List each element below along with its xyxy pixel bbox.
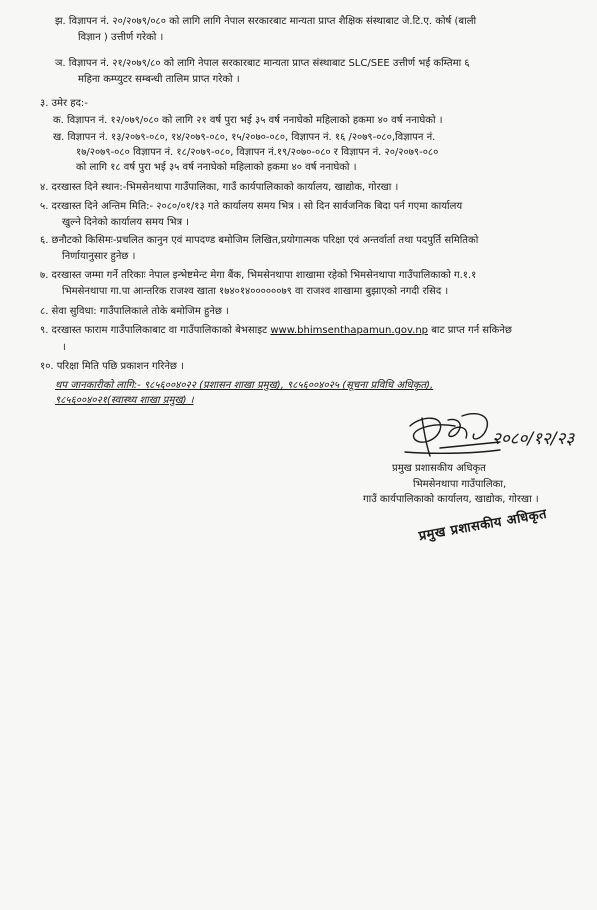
item-kha-line2: १७/२०७९-०८० विज्ञापन नं. १८/२०७९-०८०, विज्ञापन नं.१९/२०७०-०८० र विज्ञापन नं. २०/२०७९-०८० (76, 147, 439, 158)
item-10: १०. परिक्षा मिति पछि प्रकाशन गरिनेछ । (40, 361, 184, 372)
item-9-end: । (62, 342, 66, 353)
item-7-line1: ७. दरखास्त जम्मा गर्ने तरिकाः नेपाल इन्भेष्टमेन्ट मेगा बैंक, भिमसेनथापा शाखामा रहेको भिमसेनथापा गाउँपालिकाको ग.१.१ (40, 270, 477, 281)
handwritten-date: २०८०/१२/२३ (492, 429, 575, 449)
office-address: गाउँ कार्यपालिकाको कार्यालय, खाद्योक, गोरखा । (363, 494, 539, 505)
item-6-line1: ६. छनौटको किसिमः-प्रचलित कानुन एवं मापदण्ड बमोजिम लिखित,प्रयोगात्मक परिक्षा एवं अन्तर्वार्ता तथा पदपुर्ति समितिको (40, 235, 479, 246)
website-link[interactable]: www.bhimsenthapamun.gov.np (270, 325, 429, 336)
contact-line2: ९८५६००४०२१(स्वास्थ्य शाखा प्रमुख) । (55, 395, 194, 406)
item-ja-cont: महिना कम्प्युटर सम्बन्धी तालिम प्राप्त गरेको । (78, 74, 240, 85)
item-ja: ञ. विज्ञापन नं. २१/२०७९/८० को लागि नेपाल सरकारबाट मान्यता प्राप्त संस्थाबाट SLC/SEE उत्तीर्ण भई कम्तिमा ६ (55, 58, 470, 69)
item-kha-line3: को लागि १८ वर्ष पुरा भई ३५ वर्ष ननाघेको महिलाको हकमा ४० वर्ष ननाघेको । (76, 162, 357, 173)
officer-stamp: प्रमुख प्रशासकीय अधिकृत (417, 506, 549, 545)
item-9 (40, 323, 512, 338)
municipality-name: भिमसेनथापा गाउँपालिका, (413, 479, 507, 490)
item-5-line2: खुल्ने दिनेको कार्यालय समय भित्र । (62, 217, 190, 228)
signatory-title: प्रमुख प्रशासकीय अधिकृत (392, 463, 486, 474)
item-8: ८. सेवा सुविधा: गाउँपालिकाले तोके बमोजिम हुनेछ । (40, 306, 229, 317)
item-jha: झ. विज्ञापन नं. २०/२०७९/०८० को लागि लागि नेपाल सरकारबाट मान्यता प्राप्त शैक्षिक संस्थाबाट जे.टि.ए. कोर्ष (बाली (55, 16, 477, 27)
item-7-line2: भिमसेनथापा गा.पा आन्तरिक राजश्व खाता १७४०१४००००००७९ वा राजश्व शाखामा बुझाएको नगदी रसिद । (62, 286, 449, 297)
age-heading: ३. उमेर हद:- (40, 98, 88, 109)
item-9-text: ९. दरखास्त फाराम गाउँपालिकाबाट वा गाउँपालिकाको बेभसाइट (40, 325, 271, 336)
item-9-text-end: बाट प्राप्त गर्न सकिनेछ (428, 325, 512, 336)
item-6-line2: निर्णायानुसार हुनेछ । (62, 251, 136, 262)
item-kha-line1: ख. विज्ञापन नं. १३/२०७९-०८०, १४/२०७९-०८०, १५/२०७०-०८०, विज्ञापन नं. १६ /२०७९-०८०,विज्ञापन नं. (53, 132, 436, 143)
item-5-line1: ५. दरखास्त दिने अन्तिम मिति:- २०८०/०१/१३ गते कार्यालय समय भित्र । सो दिन सार्वजनिक बिदा पर्न गएमा कार्यालय (40, 201, 463, 212)
item-ka: क. विज्ञापन नं. १२/०७९/०८० को लागि २१ वर्ष पुरा भई ३५ वर्ष ननाघेको महिलाको हकमा ४० वर्ष ननाघेको । (53, 115, 443, 126)
item-4: ४. दरखास्त दिने स्थान:-भिमसेनथापा गाउँपालिका, गाउँ कार्यपालिकाको कार्यालय, खाद्योक, गोरखा । (40, 182, 399, 193)
item-jha-cont: विज्ञान ) उत्तीर्ण गरेको । (78, 32, 164, 43)
contact-line1: थप जानकारीको लागि:- ९८५६००४०२२ (प्रशासन शाखा प्रमुख), ९८५६००४०२५ (सूचना प्रविधि अधिकृत), (55, 380, 434, 391)
